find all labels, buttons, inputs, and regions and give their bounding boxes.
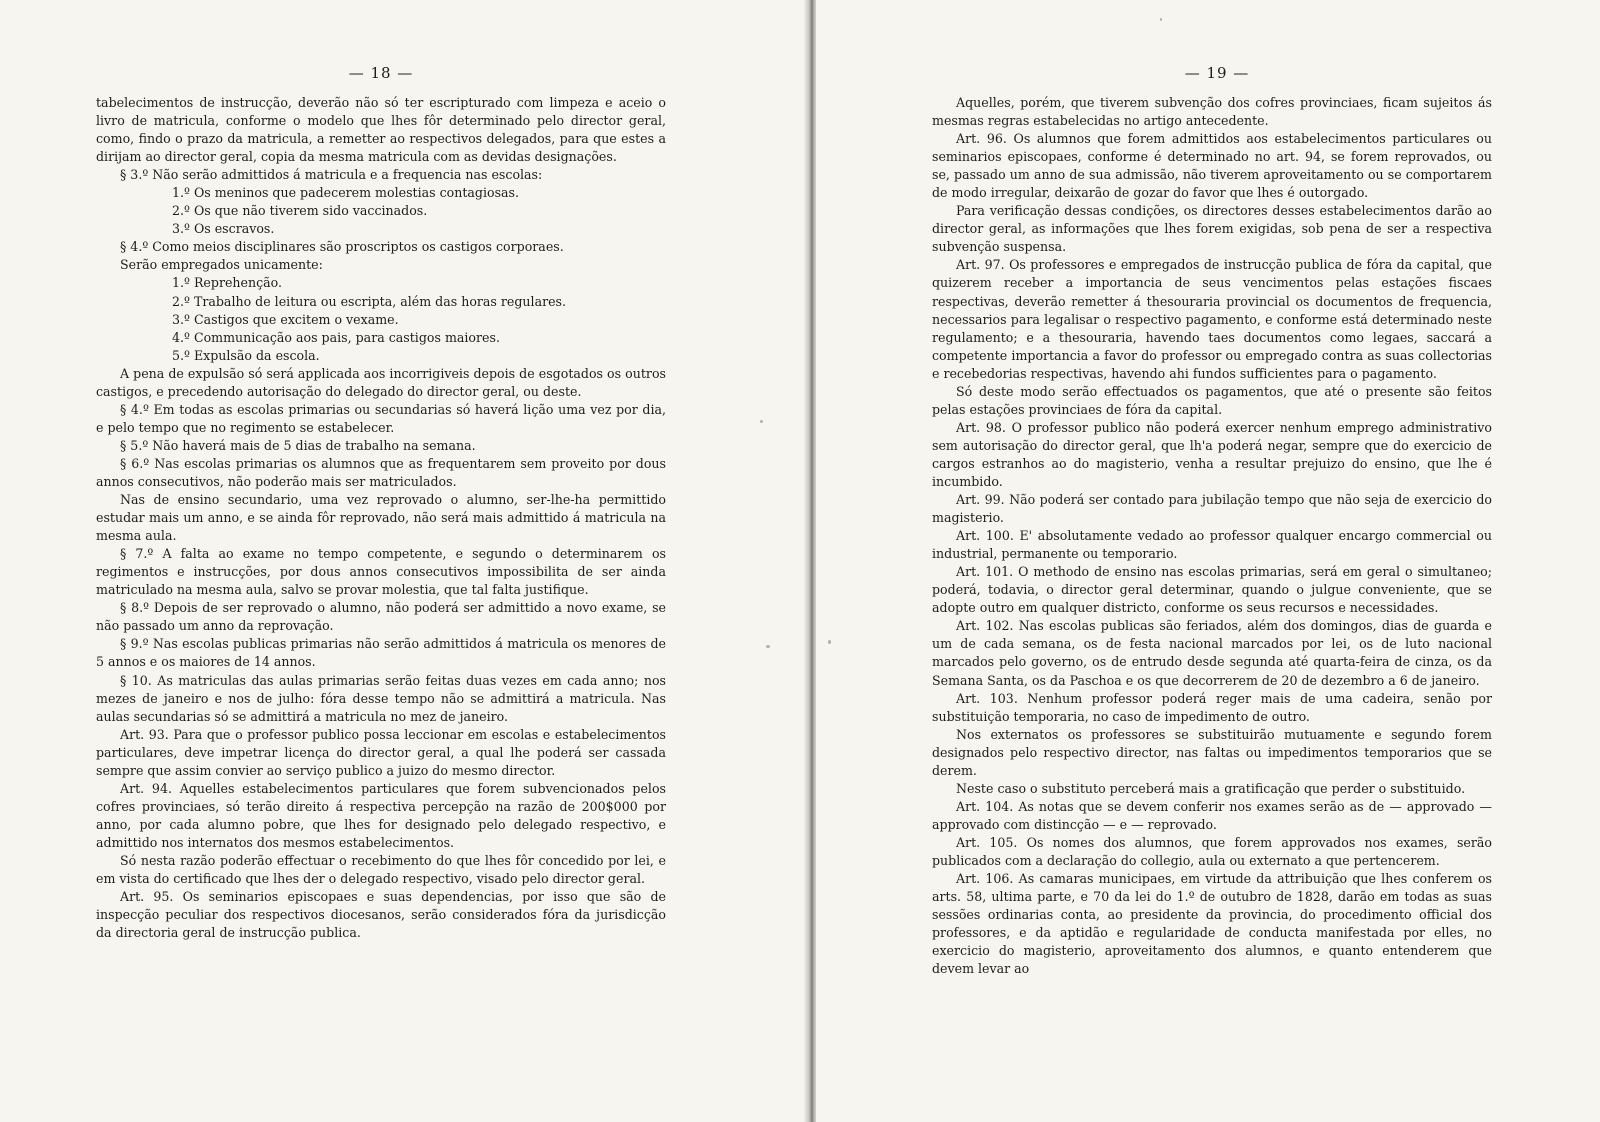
- paragraph: 3.º Castigos que excitem o vexame.: [172, 311, 399, 327]
- paragraph: 4.º Communicação aos pais, para castigos maiores.: [172, 329, 500, 345]
- paragraph: Art. 93. Para que o professor publico possa leccionar em escolas e estabelecimentos particulares, deve impetrar licença do director geral, a qual lhe poderá ser cassada sempre que assim convier ao serviço publico a juizo do mesmo director.: [96, 726, 666, 778]
- paragraph: § 5.º Não haverá mais de 5 dias de trabalho na semana.: [120, 437, 476, 453]
- paragraph: 1.º Os meninos que padecerem molestias contagiosas.: [172, 185, 520, 201]
- paragraph: Art. 101. O methodo de ensino nas escolas primarias, será em geral o simultaneo; poderá, todavia, o director geral determinar, quando o julgue conveniente, que se adopte outro em qualquer districto, conforme os seus recursos e necessidades.: [932, 564, 1492, 616]
- paragraph: Art. 97. Os professores e empregados de instrucção publica de fóra da capital, que quizerem receber a importancia de seus vencimentos pelas estações fiscaes respectivas, deverão remetter á thesouraria provincial os documentos de frequencia, necessarios para legalisar o respectivo pagamento, e conforme está determinado neste regulamento; e a thesouraria, havendo taes documentos como legaes, saccará a competente importancia a favor do professor ou empregado contra as suas collectorias e recebedorias respectivas, havendo ahi fundos sufficientes para o pagamento.: [932, 257, 1492, 381]
- paragraph: Só nesta razão poderão effectuar o recebimento do que lhes fôr concedido por lei, e em vista do certificado que lhes der o delegado respectivo, visado pelo director geral.: [96, 852, 666, 887]
- paragraph: Art. 94. Aquelles estabelecimentos particulares que forem subvencionados pelos cofres provinciaes, só terão direito á respectiva percepção na razão de 200$000 por anno, por cada alumno pobre, que lhes for designado pelo delegado respectivo, e admittido nos internatos dos mesmos estabelecimentos.: [96, 780, 666, 850]
- right-page: [816, 0, 1600, 1122]
- paragraph: tabelecimentos de instrucção, deverão não só ter escripturado com limpeza e aceio o livro de matricula, conforme o modelo que lhes fôr determinado pelo director geral, como, findo o prazo da matricula, a remetter ao respectivos delegados, para que estes a dirijam ao director geral, copia da mesma matricula com as devidas designações.: [96, 95, 666, 165]
- paragraph: Só deste modo serão effectuados os pagamentos, que até o presente são feitos pelas estações provinciaes de fóra da capital.: [932, 383, 1492, 417]
- paragraph: § 3.º Não serão admittidos á matricula e a frequencia nas escolas:: [120, 167, 543, 183]
- paragraph: 5.º Expulsão da escola.: [172, 347, 320, 363]
- paragraph: § 8.º Depois de ser reprovado o alumno, não poderá ser admittido a novo exame, se não passado um anno da reprovação.: [96, 600, 666, 634]
- paragraph: Para verificação dessas condições, os directores desses estabelecimentos darão ao director geral, as informações que lhes forem exigidas, sob pena de ser a respectiva subvenção suspensa.: [932, 203, 1492, 255]
- paragraph: 1.º Reprehenção.: [172, 275, 283, 291]
- paragraph: § 10. As matriculas das aulas primarias serão feitas duas vezes em cada anno; nos mezes de janeiro e nos de julho: fóra desse tempo não se admittirá a matricula. Nas aulas secundarias só se admittirá a matricula no mez de janeiro.: [96, 672, 666, 724]
- left-page-text: [96, 94, 666, 942]
- paper-speck: [766, 645, 770, 648]
- paragraph: § 9.º Nas escolas publicas primarias não serão admittidos á matricula os menores de 5 annos e os maiores de 14 annos.: [96, 636, 666, 670]
- paragraph: § 4.º Em todas as escolas primarias ou secundarias só haverá lição uma vez por dia, e pelo tempo que no regimento se estabelecer.: [96, 401, 666, 435]
- paragraph: Art. 102. Nas escolas publicas são feriados, além dos domingos, dias de guarda e um de cada semana, os de festa nacional marcados por lei, os de luto nacional marcados pelo governo, os de entrudo desde segunda até quarta-feira de cinza, os da Semana Santa, os da Paschoa e os que decorrerem de 20 de dezembro a 6 de janeiro.: [932, 618, 1492, 688]
- paragraph: 2.º Trabalho de leitura ou escripta, além das horas regulares.: [172, 293, 567, 309]
- paragraph: A pena de expulsão só será applicada aos incorrigiveis depois de esgotados os outros castigos, e precedendo autorisação do delegado do director geral, ou deste.: [96, 365, 666, 399]
- page-number-19: — 19 —: [1184, 64, 1250, 82]
- paragraph: Art. 105. Os nomes dos alumnos, que forem approvados nos exames, serão publicados com a declaração do collegio, aula ou externato a que pertencerem.: [932, 834, 1492, 868]
- paragraph: Art. 96. Os alumnos que forem admittidos aos estabelecimentos particulares ou seminarios episcopaes, conforme é determinado no art. 94, se forem reprovados, ou se, passado um anno de sua admissão, não tiverem aproveitamento ou se comportarem de modo irregular, deixarão de gozar do favor que lhes é outorgado.: [932, 131, 1492, 201]
- paragraph: Aquelles, porém, que tiverem subvenção dos cofres provinciaes, ficam sujeitos ás mesmas regras estabelecidas no artigo antecedente.: [932, 95, 1492, 129]
- paragraph: Neste caso o substituto perceberá mais a gratificação que perder o substituido.: [956, 780, 1466, 796]
- paragraph: Art. 98. O professor publico não poderá exercer nenhum emprego administrativo sem autorisação do director geral, que lh'a poderá negar, sempre que do exercicio de cargos estranhos ao do magisterio, venha a resultar prejuizo do ensino, que lhe é incumbido.: [932, 419, 1492, 489]
- paragraph: Art. 95. Os seminarios episcopaes e suas dependencias, por isso que são de inspecção peculiar dos respectivos diocesanos, serão considerados fóra da jurisdicção da directoria geral de instrucção publica.: [96, 889, 666, 941]
- paragraph: § 4.º Como meios disciplinares são proscriptos os castigos corporaes.: [120, 239, 564, 255]
- paragraph: Art. 104. As notas que se devem conferir nos exames serão as de — approvado — approvado com distincção — e — reprovado.: [932, 798, 1492, 832]
- paragraph: Nos externatos os professores se substituirão mutuamente e segundo forem designados pelo respectivo director, nas faltas ou impedimentos temporarios que se derem.: [932, 726, 1492, 778]
- paragraph: 3.º Os escravos.: [172, 221, 275, 237]
- page-number-18: — 18 —: [348, 64, 414, 82]
- paragraph: § 6.º Nas escolas primarias os alumnos que as frequentarem sem proveito por dous annos consecutivos, não poderão mais ser matriculados.: [96, 455, 666, 489]
- paragraph: 2.º Os que não tiverem sido vaccinados.: [172, 203, 428, 219]
- paragraph: § 7.º A falta ao exame no tempo competente, e segundo o determinarem os regimentos e instrucções, por dous annos consecutivos impossibilita de ser ainda matriculado na mesma aula, salvo se provar molestia, que tal falta justifique.: [96, 546, 666, 598]
- paragraph: Serão empregados unicamente:: [120, 257, 323, 273]
- paragraph: Art. 106. As camaras municipaes, em virtude da attribuição que lhes conferem os arts. 58, ultima parte, e 70 da lei do 1.º de outubro de 1828, darão em todas as suas sessões ordinarias conta, ao presidente da provincia, do procedimento official dos professores, e da aptidão e regularidade de conducta manifestada por elles, no exercicio do magisterio, aproveitamento dos alumnos, e quanto entenderem que devem levar ao: [932, 871, 1492, 977]
- paragraph: Art. 99. Não poderá ser contado para jubilação tempo que não seja de exercicio do magisterio.: [932, 492, 1492, 526]
- paper-speck: [828, 640, 831, 644]
- right-page-text: [932, 94, 1492, 978]
- paper-speck: [760, 420, 763, 423]
- paragraph: Nas de ensino secundario, uma vez reprovado o alumno, ser-lhe-ha permittido estudar mais um anno, e se ainda fôr reprovado, não será mais admittido á matricula na mesma aula.: [96, 492, 666, 544]
- paragraph: Art. 103. Nenhum professor poderá reger mais de uma cadeira, senão por substituição temporaria, no caso de impedimento de outro.: [932, 690, 1492, 724]
- paragraph: Art. 100. E' absolutamente vedado ao professor qualquer encargo commercial ou industrial, permanente ou temporario.: [932, 528, 1492, 562]
- paper-speck: [1160, 18, 1162, 21]
